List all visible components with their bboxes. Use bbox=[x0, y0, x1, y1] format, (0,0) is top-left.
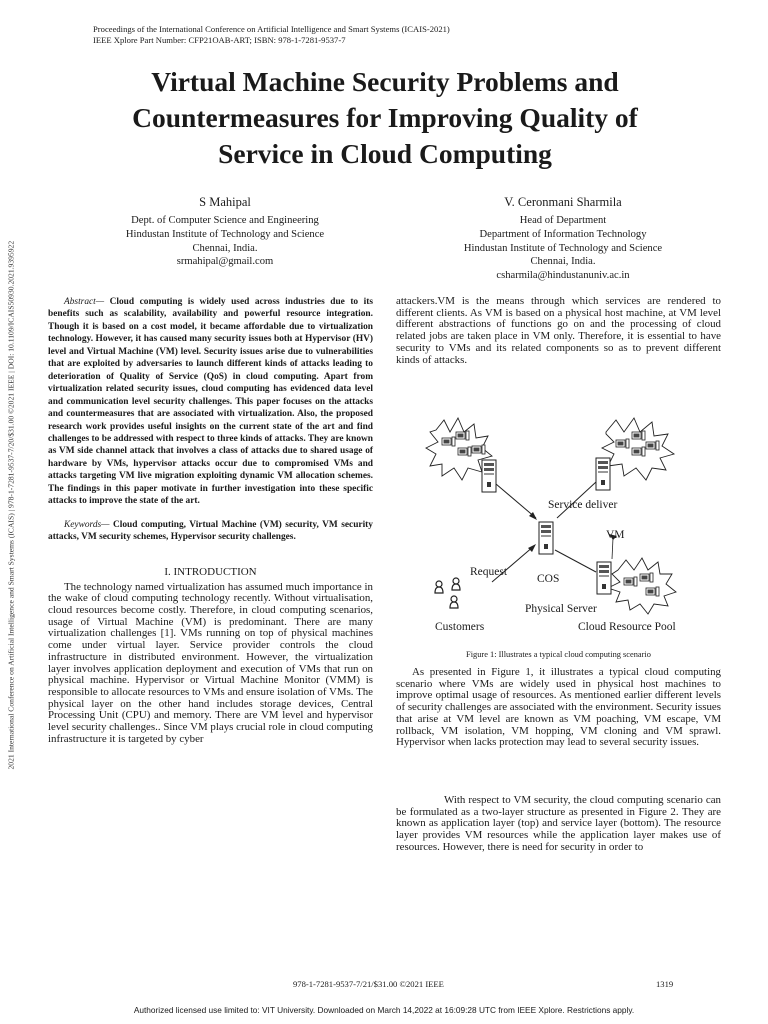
label-cloud-resource-pool: Cloud Resource Pool bbox=[578, 621, 676, 633]
section-heading-introduction: I. INTRODUCTION bbox=[164, 565, 257, 578]
side-doi-text: 2021 International Conference on Artificial Intelligence and Smart Systems (ICAIS) | 978-1-7281-9537-7/20/$31.00 ©2021 IEEE | DOI: 10.1109/ICAIS50930.2021.9395922 bbox=[6, 240, 16, 770]
computer-icon bbox=[456, 431, 469, 440]
title-line-3: Service in Cloud Computing bbox=[218, 138, 552, 169]
author-name: S Mahipal bbox=[199, 195, 251, 209]
computer-icon bbox=[442, 437, 455, 446]
computer-icon bbox=[458, 447, 471, 456]
cloud-scenario-diagram bbox=[396, 412, 726, 642]
server-icon bbox=[482, 460, 496, 492]
author-affiliation: Chennai, India. bbox=[192, 242, 258, 254]
proceedings-line: Proceedings of the International Conference on Artificial Intelligence and Smart Systems (ICAIS-2021) bbox=[93, 24, 450, 34]
author-affiliation: Head of Department bbox=[519, 215, 607, 226]
right-paragraph-3: With respect to VM security, the cloud computing scenario can be formulated as a two-layer structure as presented in Figure 2. They are known as application layer (top) and service layer (bottom). The resource layer provides VM resources while the application layer makes use of resources. However, there is need for security in order to bbox=[396, 794, 721, 853]
central-server-icon bbox=[539, 522, 553, 554]
customer-icon bbox=[435, 581, 443, 593]
intro-paragraph: The technology named virtualization has assumed much importance in the wake of cloud computing technology recently. Without virtualisation, cloud resources become costly. Therefore, in cloud computing scenarios, usage of Virtual Machine (VM) is predominant. There are many virtualization challenges [1]. VMs running on top of physical machines come under virtual layer. Service provider controls the cloud infrastructure in distributed environment. However, the virtualization layer involves application deployment and execution of VMs that run on physical machine. Hypervisor or Virtual Machine Monitor (VMM) is responsible to allocate resources to VMs and ensure isolation of VMs. The physical layer on the other hand includes storage devices, Central Processing Unit (CPU) and memory. There are VM level and hypervisor level security challenges.. Since VM plays crucial role in cloud computing infrastructure it is targeted by cyber bbox=[48, 580, 373, 745]
computer-icon bbox=[632, 431, 645, 440]
title-line-1: Virtual Machine Security Problems and bbox=[151, 66, 619, 97]
author-email: srmahipal@gmail.com bbox=[176, 256, 274, 268]
computer-icon bbox=[646, 441, 659, 450]
footer-code: 978-1-7281-9537-7/21/$31.00 ©2021 IEEE bbox=[293, 979, 444, 989]
abstract bbox=[48, 296, 373, 508]
label-physical-server: Physical Server bbox=[525, 603, 597, 615]
keywords-body: Cloud computing, Virtual Machine (VM) security, VM security attacks, VM security schemes, Hypervisor security challenges. bbox=[48, 519, 373, 543]
author-name: V. Ceronmani Sharmila bbox=[504, 195, 622, 209]
author-block-2 bbox=[398, 194, 728, 283]
author-affiliation: Dept. of Computer Science and Engineering bbox=[131, 215, 319, 226]
author-affiliation: Hindustan Institute of Technology and Science bbox=[463, 242, 663, 254]
computer-icon bbox=[616, 439, 629, 448]
figure-1 bbox=[396, 412, 726, 642]
title-line-2: Countermeasures for Improving Quality of bbox=[132, 102, 638, 133]
cloud-burst-vm bbox=[608, 558, 676, 614]
figure-caption: Figure 1: Illustrates a typical cloud computing scenario bbox=[466, 650, 651, 659]
label-cos: COS bbox=[537, 573, 560, 585]
author-affiliation: Hindustan Institute of Technology and Science bbox=[125, 228, 325, 240]
author-affiliation: Department of Information Technology bbox=[479, 228, 647, 240]
author-email: csharmila@hindustanuniv.ac.in bbox=[496, 270, 630, 282]
right-paragraph-1: attackers.VM is the means through which services are rendered to different clients. As VM is based on a physical host machine, at VM level different abstractions of functions go on and the processing of cloud related jobs are taken place in VM only. Therefore, it is essential to have security to VMs and its related components so as to prevent different kinds of attacks. bbox=[396, 295, 721, 366]
customer-icon bbox=[452, 578, 460, 590]
computer-icon bbox=[640, 573, 653, 582]
left-column bbox=[48, 296, 373, 745]
license-notice: Authorized licensed use limited to: VIT University. Downloaded on March 14,2022 at 16:09:28 UTC from IEEE Xplore. Restrictions apply. bbox=[133, 1005, 635, 1015]
label-vm: VM bbox=[606, 529, 625, 541]
page-number: 1319 bbox=[656, 979, 674, 989]
keywords bbox=[48, 519, 373, 544]
right-paragraph-2: As presented in Figure 1, it illustrates a typical cloud computing scenario where VMs are widely used in physical host machines to improve optimal usage of resources. As mentioned earlier different levels of security challenges are associated with the environment. Security issues that arise at VM level are known as VM poaching, VM escape, VM rollback, VM isolation, VM hopping, VM cloning and VM sprawl. Hypervisor when lacks protection may lead to several security issues. bbox=[396, 666, 721, 749]
label-service-deliver: Service deliver bbox=[548, 499, 618, 511]
customer-icon bbox=[450, 596, 458, 608]
server-icon bbox=[596, 458, 610, 490]
author-affiliation: Chennai, India. bbox=[530, 256, 596, 268]
computer-icon bbox=[472, 445, 485, 454]
label-request: Request bbox=[470, 566, 508, 578]
author-block-1 bbox=[60, 194, 390, 269]
computer-icon bbox=[632, 447, 645, 456]
abstract-label: Abstract— bbox=[64, 297, 105, 307]
paper-title bbox=[60, 64, 710, 172]
physical-server-icon bbox=[597, 562, 611, 594]
computer-icon bbox=[646, 587, 659, 596]
label-customers: Customers bbox=[435, 621, 485, 633]
abstract-body: Cloud computing is widely used across industries due to its benefits such as scalability, availability and powerful resource integration. Though it is based on a cost model, it became affordable due to virtualization technology. However, it has caused many security issues both at Hypervisor (HV) level and Virtual Machine (VM) level. Security issues arise due to vulnerabilities that are exploited by adversaries to launch different kinds of attacks leading to deterioration of Quality of Service (QoS) in cloud computing. Apart from virtualization related security issues, cloud computing has evidenced data level and communication level security challenges. This paper focuses on the attacks and countermeasures that are associated with virtualization. Also, the proposed research work provides useful insights on the current state of the art and find challenges to be addressed with respect to three kinds of attacks. They are known as VM side channel attack that involves a class of attacks due to shared usage of hardware by VMs, hypervisor attacks occur due to compromised VMs and attacks targeting VM live migration exploiting dynamic VM allocation schemes. The findings in this paper motivate in further investigation into these specific attacks to improve the state of the art. bbox=[48, 297, 373, 507]
isbn-line: IEEE Xplore Part Number: CFP21OAB-ART; ISBN: 978-1-7281-9537-7 bbox=[93, 35, 346, 45]
keywords-label: Keywords— bbox=[64, 519, 110, 530]
computer-icon bbox=[624, 577, 637, 586]
